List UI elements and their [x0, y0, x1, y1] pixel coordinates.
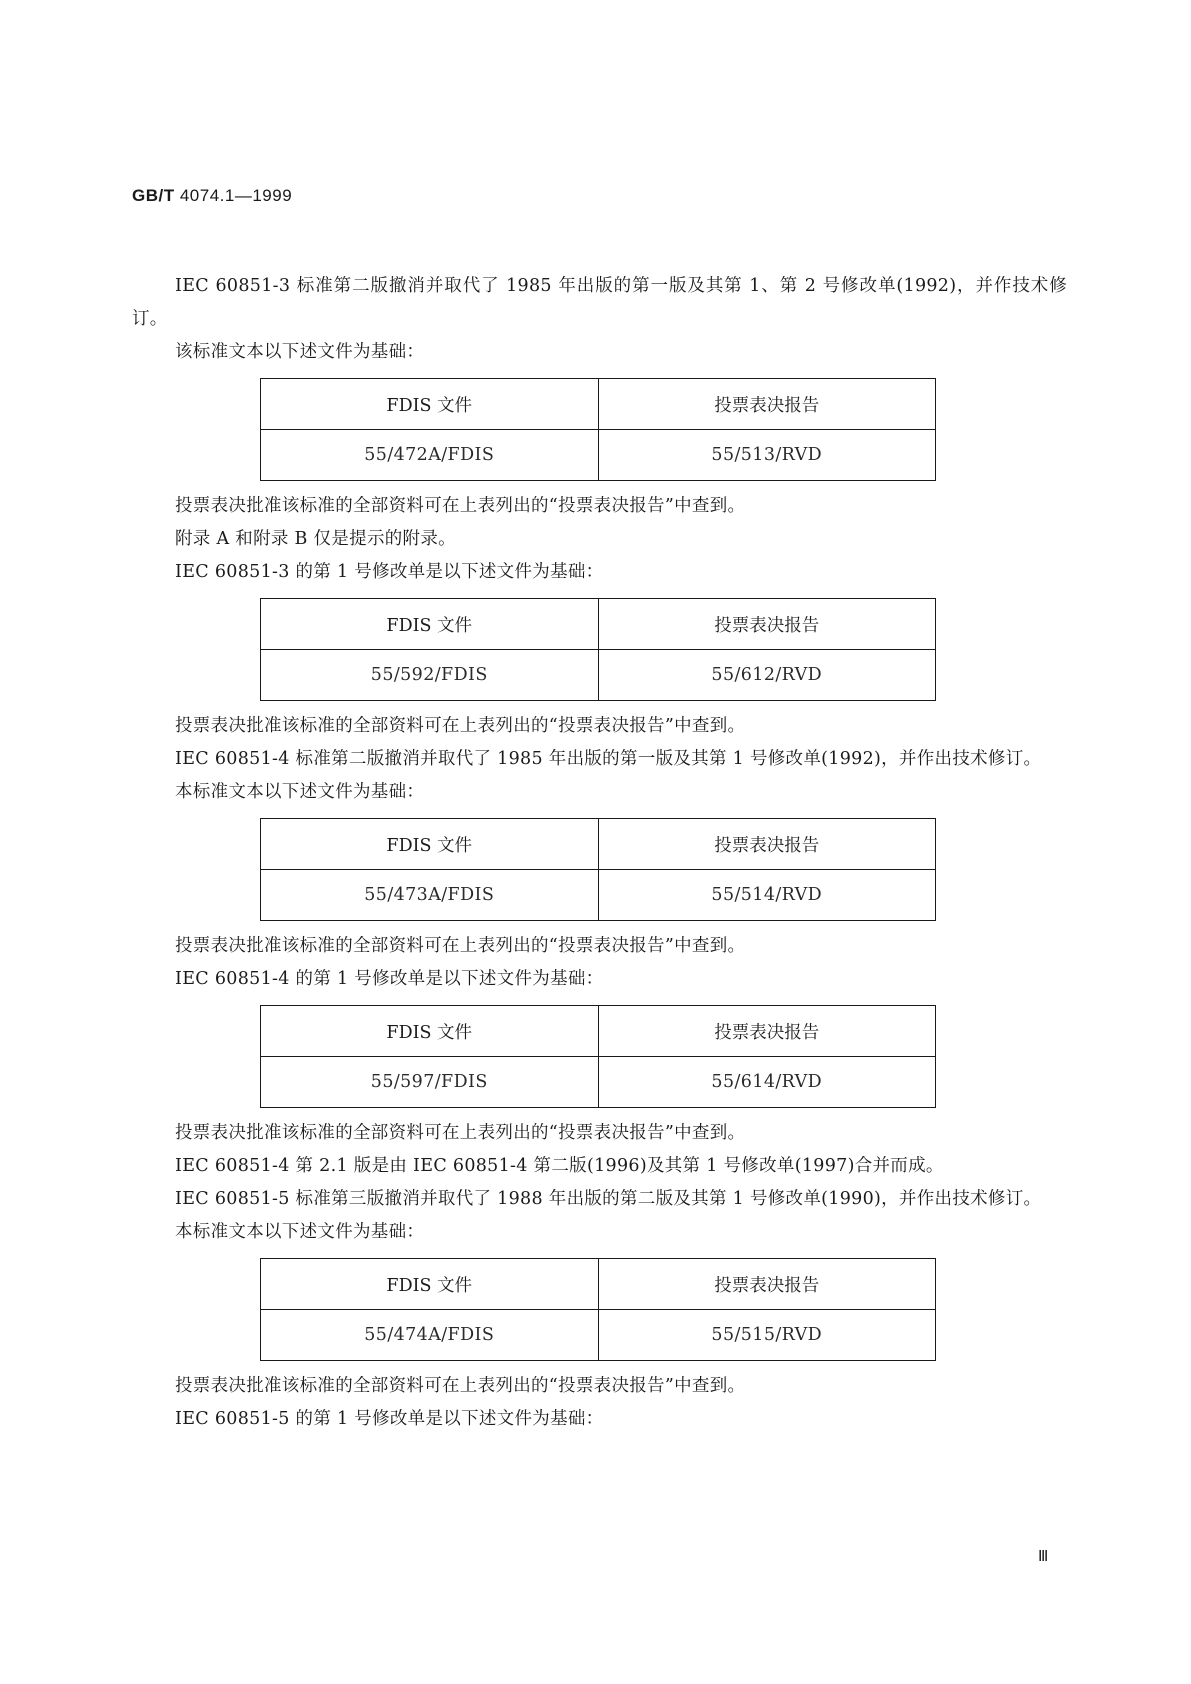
table-cell-rvd: 55/513/RVD [598, 430, 936, 481]
paragraph: 投票表决批准该标准的全部资料可在上表列出的“投票表决报告”中查到。 [175, 936, 746, 956]
table-header-cell: FDIS 文件 [261, 819, 599, 870]
table-header-cell: 投票表决报告 [598, 599, 936, 650]
paragraph: IEC 60851-4 标准第二版撤消并取代了 1985 年出版的第一版及其第 1 号修改单(1992)，并作出技术修订。 [175, 749, 1042, 769]
table-cell-rvd: 55/514/RVD [598, 870, 936, 921]
table-row [261, 1057, 936, 1108]
document-body [132, 270, 1067, 1436]
table-cell-rvd: 55/612/RVD [598, 650, 936, 701]
paragraph: IEC 60851-5 标准第三版撤消并取代了 1988 年出版的第二版及其第 1 号修改单(1990)，并作出技术修订。 [175, 1189, 1042, 1209]
paragraph: 本标准文本以下述文件为基础： [175, 1222, 425, 1242]
table-header-row [261, 1006, 936, 1057]
table-row [261, 870, 936, 921]
paragraph: IEC 60851-4 第 2.1 版是由 IEC 60851-4 第二版(1996)及其第 1 号修改单(1997)合并而成。 [175, 1156, 944, 1176]
document-header [132, 186, 292, 206]
document-table [260, 378, 936, 481]
table-header-cell: FDIS 文件 [261, 599, 599, 650]
table-header-cell: FDIS 文件 [261, 1259, 599, 1310]
table-cell-fdis: 55/473A/FDIS [261, 870, 599, 921]
paragraph: 投票表决批准该标准的全部资料可在上表列出的“投票表决报告”中查到。 [175, 1376, 746, 1396]
paragraph: 投票表决批准该标准的全部资料可在上表列出的“投票表决报告”中查到。 [175, 716, 746, 736]
table-header-row [261, 819, 936, 870]
paragraph: 本标准文本以下述文件为基础： [175, 782, 425, 802]
paragraph: IEC 60851-3 的第 1 号修改单是以下述文件为基础： [175, 562, 604, 582]
document-table [260, 818, 936, 921]
paragraph: 投票表决批准该标准的全部资料可在上表列出的“投票表决报告”中查到。 [175, 496, 746, 516]
paragraph: IEC 60851-4 的第 1 号修改单是以下述文件为基础： [175, 969, 604, 989]
table-cell-fdis: 55/597/FDIS [261, 1057, 599, 1108]
table-header-row [261, 379, 936, 430]
standard-code: GB/T [132, 186, 175, 205]
document-table [260, 598, 936, 701]
table-cell-fdis: 55/472A/FDIS [261, 430, 599, 481]
table-row [261, 650, 936, 701]
table-header-cell: FDIS 文件 [261, 379, 599, 430]
paragraph: IEC 60851-5 的第 1 号修改单是以下述文件为基础： [175, 1409, 604, 1429]
standard-number: 4074.1—1999 [179, 186, 293, 205]
table-header-cell: FDIS 文件 [261, 1006, 599, 1057]
table-header-cell: 投票表决报告 [598, 1006, 936, 1057]
document-table [260, 1258, 936, 1361]
table-cell-fdis: 55/592/FDIS [261, 650, 599, 701]
table-row [261, 1310, 936, 1361]
table-header-cell: 投票表决报告 [598, 1259, 936, 1310]
document-table [260, 1005, 936, 1108]
page-number: Ⅲ [1038, 1548, 1049, 1565]
table-header-row [261, 1259, 936, 1310]
paragraph: 投票表决批准该标准的全部资料可在上表列出的“投票表决报告”中查到。 [175, 1123, 746, 1143]
paragraph: 附录 A 和附录 B 仅是提示的附录。 [175, 529, 456, 549]
table-header-cell: 投票表决报告 [598, 819, 936, 870]
table-cell-fdis: 55/474A/FDIS [261, 1310, 599, 1361]
table-row [261, 430, 936, 481]
paragraph: IEC 60851-3 标准第二版撤消并取代了 1985 年出版的第一版及其第 1、第 2 号修改单(1992)，并作技术修订。 [132, 276, 1067, 329]
table-cell-rvd: 55/614/RVD [598, 1057, 936, 1108]
paragraph: 该标准文本以下述文件为基础： [175, 342, 425, 362]
table-header-row [261, 599, 936, 650]
table-cell-rvd: 55/515/RVD [598, 1310, 936, 1361]
table-header-cell: 投票表决报告 [598, 379, 936, 430]
